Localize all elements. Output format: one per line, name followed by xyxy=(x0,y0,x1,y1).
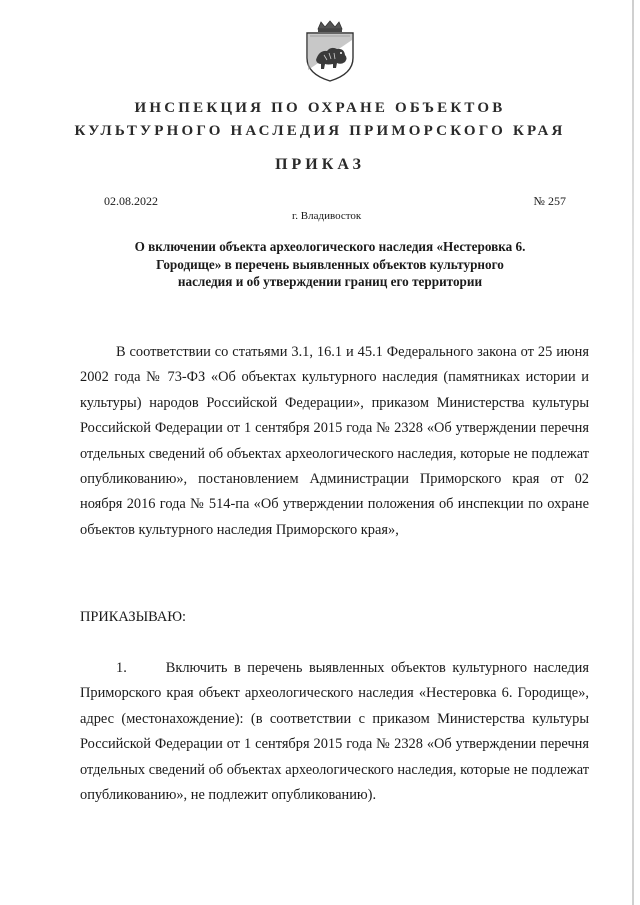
order-word: ПРИКАЗЫВАЮ: xyxy=(80,609,187,625)
preamble-paragraph: В соответствии со статьями 3.1, 16.1 и 45.1 Федерального закона от 25 июня 2002 года № 73-ФЗ «Об объектах культурного наследия (памятниках истории и культуры) народов Российской Федерации», приказом Министерства культуры Российской Федерации от 1 сентября 2015 года № 2328 «Об утверждении перечня отдельных сведений об объектах археологического наследия, которые не подлежат опубликованию», постановлением Администрации Приморского края от 02 ноября 2016 года № 514-па «Об утверждении положения об инспекции по охране объектов культурного наследия Приморского края», xyxy=(80,344,589,538)
organization-name-line1: ИНСПЕКЦИЯ ПО ОХРАНЕ ОБЪЕКТОВ xyxy=(134,100,506,116)
primorsky-krai-coat-of-arms-icon xyxy=(304,20,356,82)
scan-edge xyxy=(632,0,634,905)
organization-name-line2: КУЛЬТУРНОГО НАСЛЕДИЯ ПРИМОРСКОГО КРАЯ xyxy=(74,123,566,139)
document-subject: О включении объекта археологического наследия «Нестеровка 6. Городище» в перечень выявленных объектов культурного наследия и об утверждении границ его территории xyxy=(134,239,526,289)
document-type-title: ПРИКАЗ xyxy=(275,156,365,173)
document-city: г. Владивосток xyxy=(292,210,362,222)
document-number: № 257 xyxy=(533,194,566,208)
document-date: 02.08.2022 xyxy=(104,194,158,208)
order-item-1: 1. Включить в перечень выявленных объектов культурного наследия Приморского края объект археологического наследия «Нестеровка 6. Городище», адрес (местонахождение): (в соответствии с приказом Министерства культуры Российской Федерации от 1 сентября 2015 года № 2328 «Об утверждении перечня отдельных сведений об объектах археологического наследия, которые не подлежат опубликованию», не подлежит опубликованию). xyxy=(80,660,589,804)
